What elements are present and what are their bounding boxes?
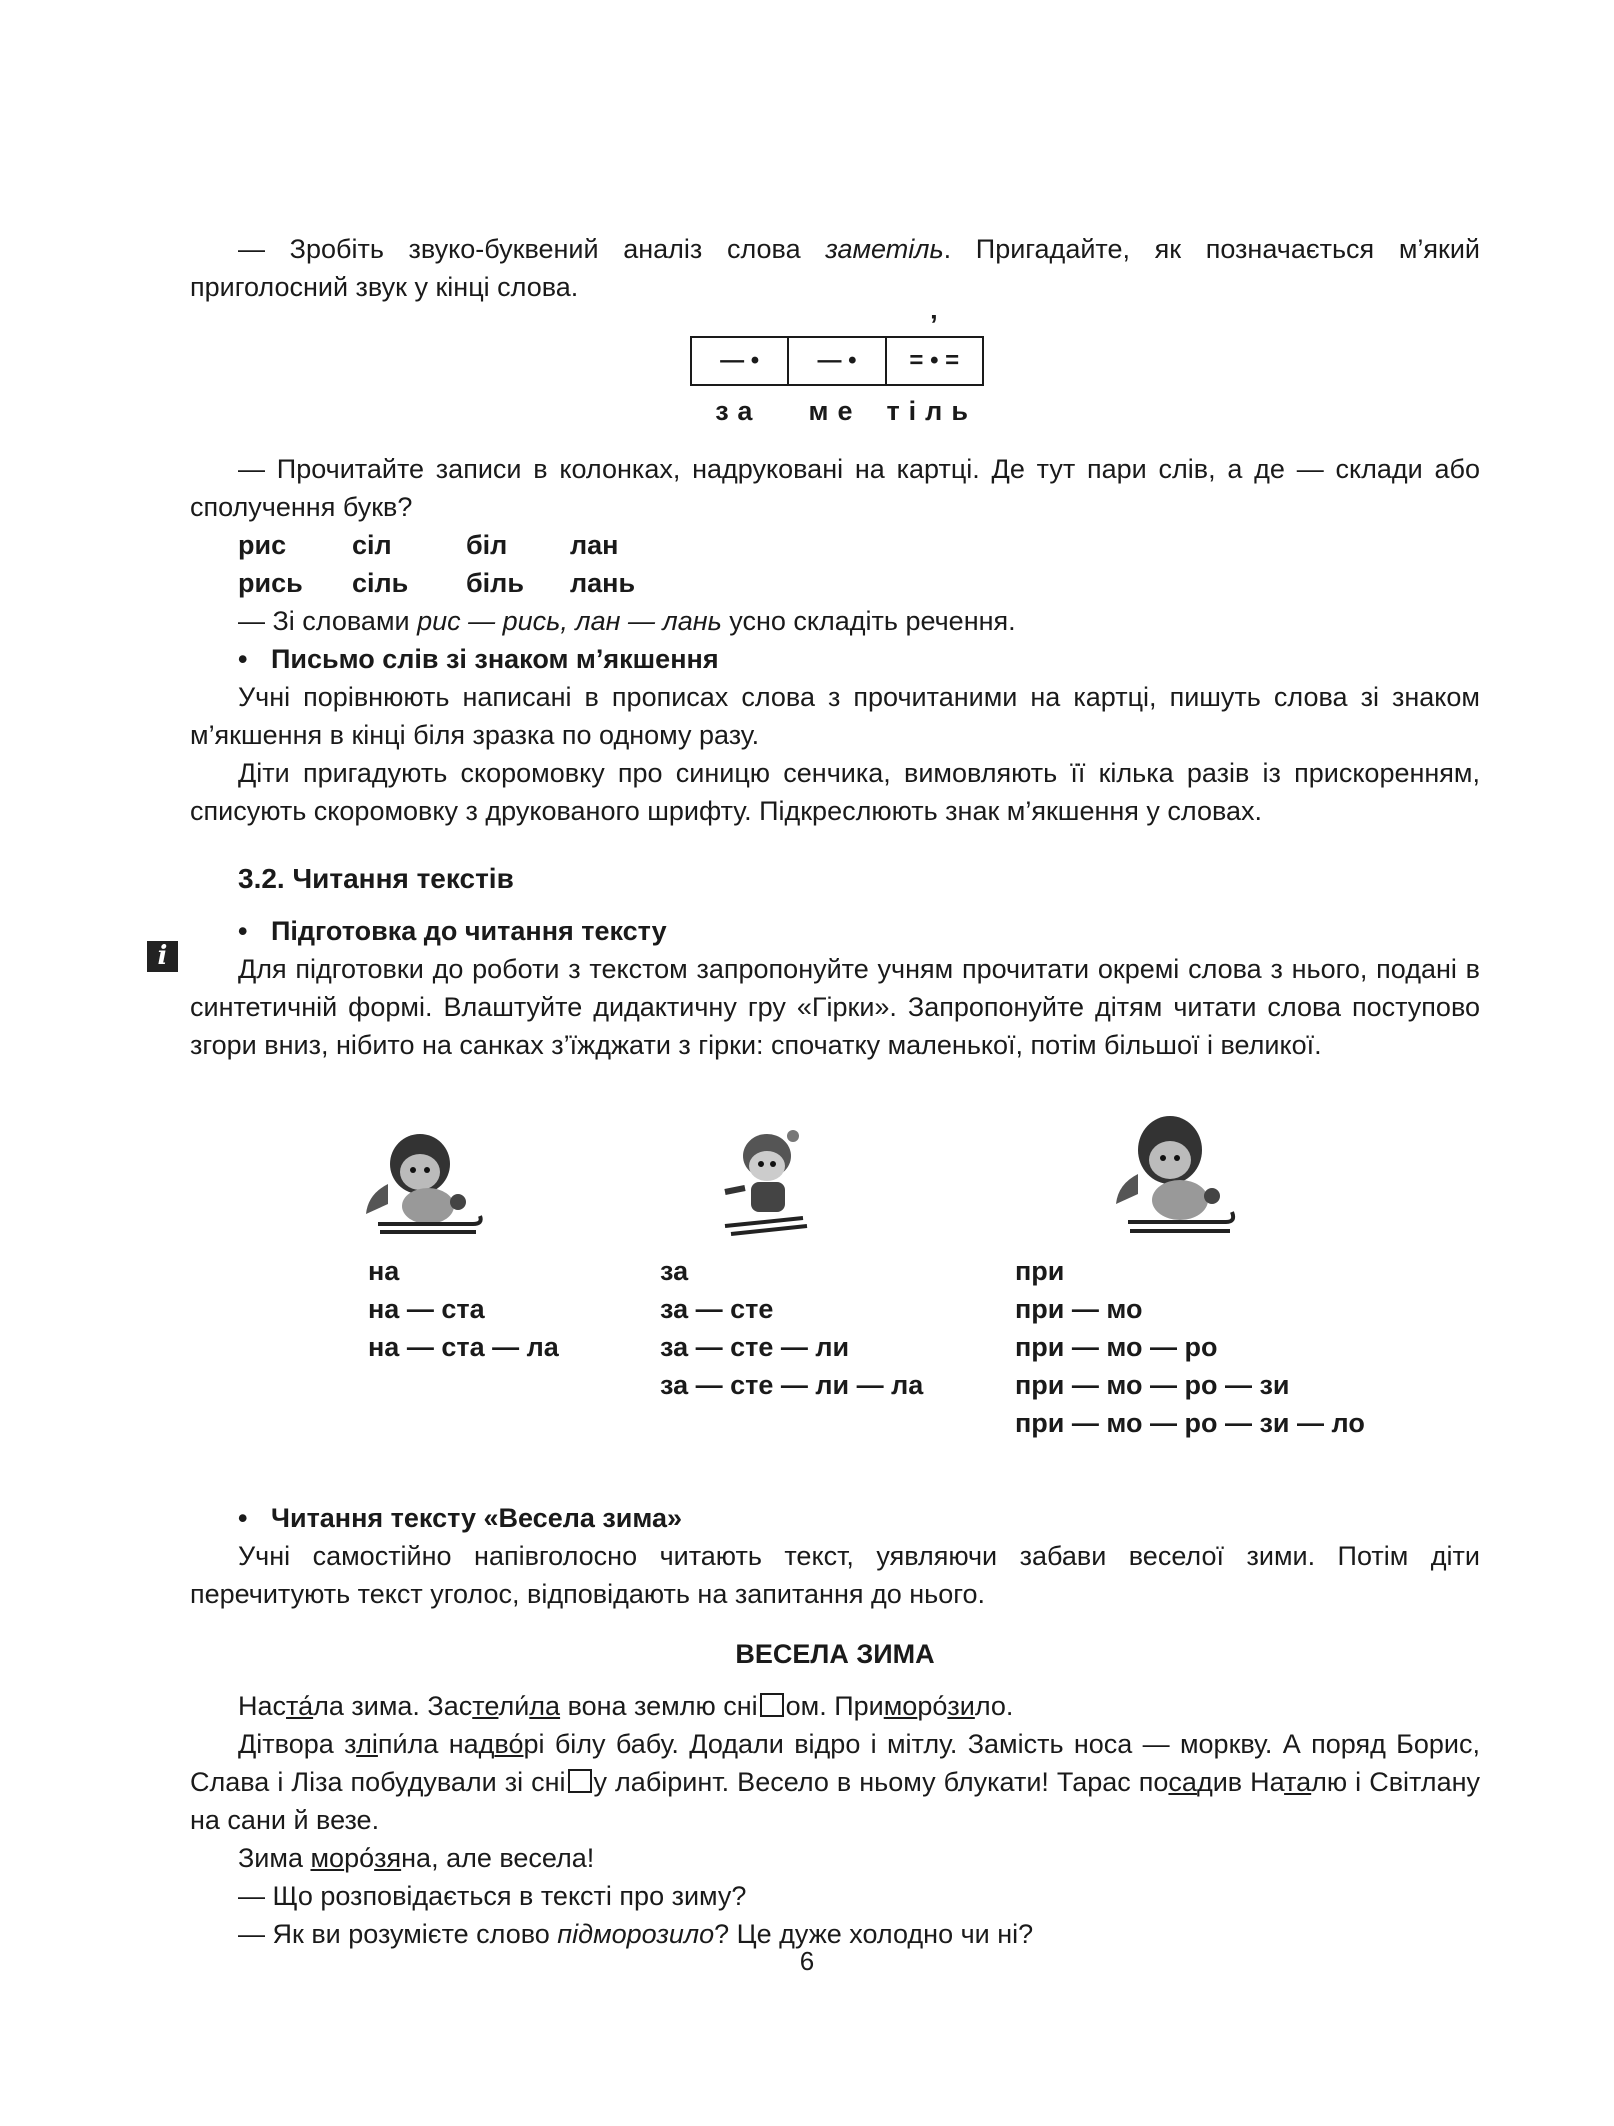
syllable-1: за: [715, 396, 762, 426]
page-content: [190, 230, 1480, 1953]
task-sentences: — Зі словами рис — рись, лан — лань усно складіть речення.: [238, 606, 1016, 636]
scheme-box: [690, 336, 984, 386]
accent-mark: ʼ: [930, 309, 938, 340]
word-row-1: рис сіл біл лан: [238, 530, 619, 560]
child-on-sled-icon: [358, 1124, 488, 1249]
heading-writing: • Письмо слів зі знаком м’якшення: [190, 640, 1480, 678]
child-on-sled-icon: [1110, 1104, 1240, 1249]
missing-letter-box: [568, 1769, 592, 1793]
syllable-2: ме: [808, 396, 862, 426]
story-sentence-3: Зима моро́зяна, але весела!: [238, 1843, 595, 1873]
task-sound-analysis: — Зробіть звуко-буквений аналіз слова заметіль. Пригадайте, як позначається м’який приголосний звук у кінці слова.: [190, 234, 1480, 302]
question-1: — Що розповідається в тексті про зиму?: [238, 1881, 747, 1911]
heading-reading: • Читання тексту «Весела зима»: [190, 1499, 1480, 1537]
heading-preparation: • Підготовка до читання тексту: [190, 912, 1480, 950]
word-columns: [190, 526, 1480, 602]
sound-scheme: [190, 306, 1480, 436]
page-number: 6: [799, 1946, 815, 1976]
info-icon: i: [147, 941, 178, 972]
story-title: ВЕСЕЛА ЗИМА: [735, 1639, 935, 1669]
section-title: 3.2. Читання текстів: [238, 863, 514, 894]
task-read-columns: — Прочитайте записи в колонках, надруковані на картці. Де тут пари слів, а де — склади або сполучення букв?: [190, 454, 1480, 522]
syllable-row: [690, 392, 980, 430]
question-2: — Як ви розумієте слово підморозило? Це дуже холодно чи ні?: [238, 1919, 1034, 1949]
hill-column-3: при при — мо при — мо — ро при — мо — ро — зи при — мо — ро — зи — ло: [1015, 1256, 1365, 1438]
story-sentence-2: Дітвора зліпи́ла надво́рі білу бабу. Додали відро і мітлу. Замість носа — моркву. А поряд Борис, Слава і Ліза побудували зі сні у лабіринт. Весело в ньому блукати! Тарас посадив Наталю і Світлану на сани й везе.: [190, 1729, 1481, 1835]
missing-letter-box: [760, 1693, 784, 1717]
scheme-cell-3: = • =: [909, 347, 960, 374]
story-sentence-1: Наста́ла зима. Застели́ла вона землю сні ом. Приморо́зило.: [238, 1691, 1014, 1721]
preparation-paragraph: Для підготовки до роботи з текстом запропонуйте учням прочитати окремі слова з нього, подані в синтетичній формі. Влаштуйте дидактичну гру «Гірки». Запропонуйте дітям читати слова поступово згори вниз, нібито на санках з’їжджати з гірки: спочатку маленької, потім більшої і великої.: [190, 954, 1480, 1060]
word-zametil: заметіль: [825, 234, 944, 264]
scheme-cell-2: — •: [789, 338, 886, 384]
scheme-cell-1: — •: [692, 338, 789, 384]
word-row-2: рись сіль біль лань: [238, 568, 636, 598]
writing-paragraph-2: Діти пригадують скоромовку про синицю сенчика, вимовляють її кілька разів із прискоренням, списують скоромовку з друкованого шрифту. Підкреслюють знак м’якшення у словах.: [190, 758, 1480, 826]
writing-paragraph-1: Учні порівнюють написані в прописах слова з прочитаними на картці, пишуть слова зі знаком м’якшення в кінці біля зразка по одному разу.: [190, 682, 1480, 750]
boy-on-sled-icon: [715, 1122, 815, 1247]
hill-column-2: за за — сте за — сте — ли за — сте — ли — ла: [660, 1256, 924, 1400]
syllable-3: тіль: [886, 396, 977, 426]
hills-game: [190, 1064, 1480, 1499]
reading-paragraph: Учні самостійно напівголосно читають текст, уявляючи забави веселої зими. Потім діти перечитують текст уголос, відповідають на запитання до нього.: [190, 1541, 1480, 1609]
hill-column-1: на на — ста на — ста — ла: [368, 1256, 559, 1362]
